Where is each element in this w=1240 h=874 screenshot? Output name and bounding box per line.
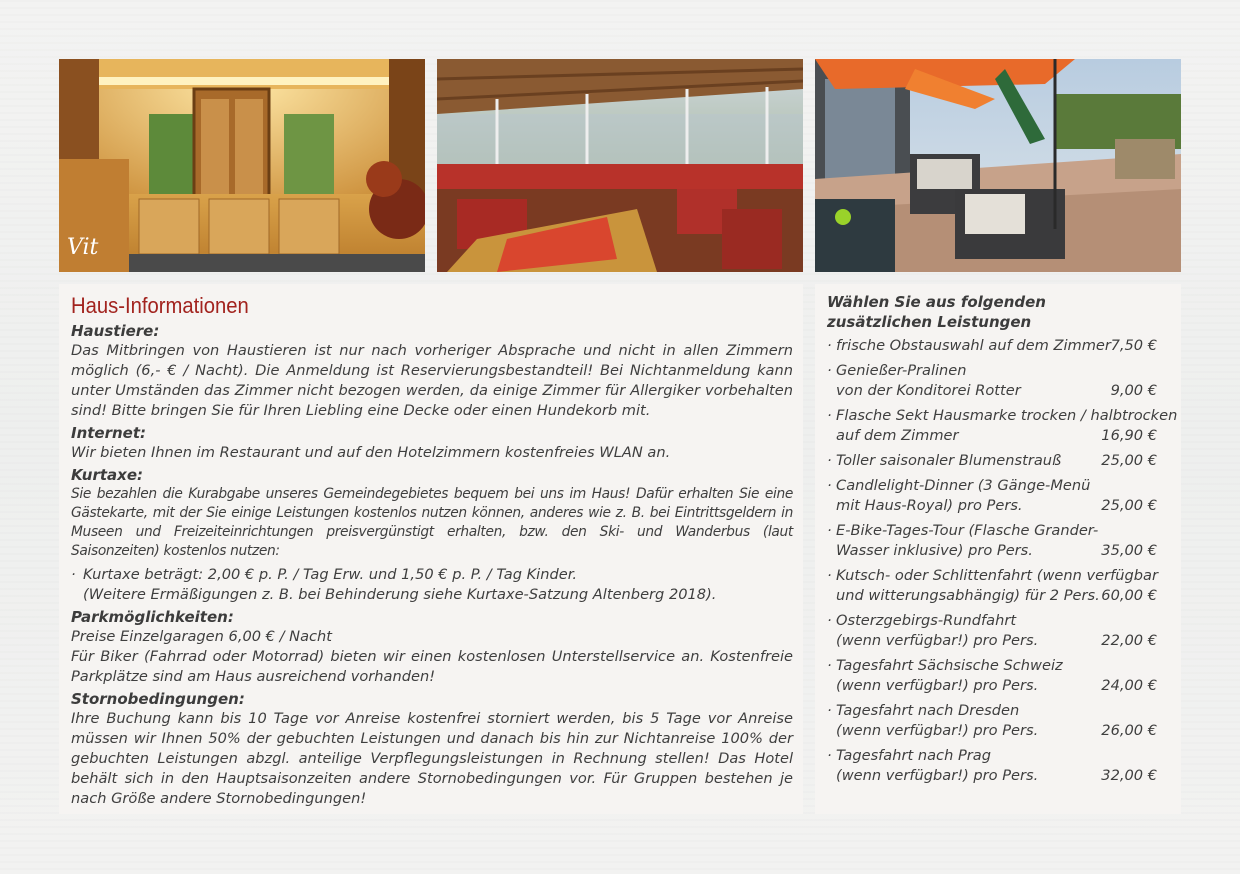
service-price: 60,00 € [1101, 587, 1157, 604]
service-item [827, 521, 1157, 561]
service-detail [836, 496, 1157, 516]
service-name-line2: (wenn verfügbar!) pro Pers. [836, 632, 1039, 649]
bullet-dot: · [827, 407, 832, 424]
house-information-panel [59, 284, 803, 814]
bullet-dot: · [827, 337, 832, 354]
section-text-cancellation: Ihre Buchung kann bis 10 Tage vor Anreise kostenfrei storniert werden, bis 5 Tage vor Anreise müssen wir Ihnen 50% der gebuchten Leistungen und danach bis hin zur Nichtanreise 100% der gebuchten Leistungen abzgl. anteilige Verpflegungsleistungen in Rechnung stellen! Das Hotel behält sich in den Hauptsaisonzeiten andere Stornobedingungen vor. Für Gruppen bestehen je nach Größe andere Stornobedingungen! [71, 710, 793, 807]
service-name [836, 701, 1157, 721]
section-heading-parking: Parkmöglichkeiten: [71, 608, 234, 626]
service-name-line1: Flasche Sekt Hausmarke trocken / halbtrocken [836, 407, 1178, 424]
service-price: 22,00 € [1101, 632, 1157, 649]
service-price: 35,00 € [1101, 542, 1157, 559]
service-name-line2: (wenn verfügbar!) pro Pers. [836, 767, 1039, 784]
service-name [836, 611, 1157, 631]
service-name [836, 521, 1157, 541]
service-detail [836, 766, 1157, 786]
service-price: 26,00 € [1101, 722, 1157, 739]
service-name-line1: Tagesfahrt nach Dresden [836, 702, 1020, 719]
service-name-line1: Toller saisonaler Blumenstrauß [836, 452, 1062, 469]
restaurant-photo [437, 59, 803, 272]
service-name [836, 566, 1157, 586]
service-name [836, 451, 1157, 471]
service-price: 32,00 € [1101, 767, 1157, 784]
service-price: 16,90 € [1101, 427, 1157, 444]
service-name-line1: Tagesfahrt nach Prag [836, 747, 991, 764]
service-item [827, 476, 1157, 516]
bullet-dot: · [827, 522, 832, 539]
services-title [827, 292, 1157, 332]
section-text-internet: Wir bieten Ihnen im Restaurant und auf den Hotelzimmern kostenfreies WLAN an. [71, 444, 671, 461]
bullet-dot: · [827, 362, 832, 379]
service-detail [836, 381, 1157, 401]
bullet-dot: · [71, 566, 76, 583]
service-price: 24,00 € [1101, 677, 1157, 694]
service-name-line2: (wenn verfügbar!) pro Pers. [836, 677, 1039, 694]
service-item [827, 746, 1157, 786]
bullet-dot: · [827, 747, 832, 764]
service-price: 25,00 € [1101, 452, 1157, 469]
kurtaxe-note: (Weitere Ermäßigungen z. B. bei Behinderung siehe Kurtaxe-Satzung Altenberg 2018). [83, 586, 717, 603]
service-name-line1: frische Obstauswahl auf dem Zimmer [836, 337, 1111, 354]
service-name-line1: Candlelight-Dinner (3 Gänge-Menü [836, 477, 1091, 494]
service-item [827, 336, 1157, 356]
service-detail [836, 541, 1157, 561]
service-name [836, 746, 1157, 766]
service-name [836, 406, 1178, 426]
service-name-line1: Osterzgebirgs-Rundfahrt [836, 612, 1017, 629]
bullet-dot: · [827, 567, 832, 584]
service-name-line2: (wenn verfügbar!) pro Pers. [836, 722, 1039, 739]
service-name-line1: Genießer-Pralinen [836, 362, 967, 379]
logo-text: Vit [67, 235, 99, 260]
service-item [827, 611, 1157, 651]
service-item [827, 406, 1178, 446]
service-price: 9,00 € [1110, 382, 1157, 399]
service-name-line1: Kutsch- oder Schlittenfahrt (wenn verfügbar [836, 567, 1158, 584]
service-item [827, 701, 1157, 741]
services-title-line1: Wählen Sie aus folgenden [827, 293, 1046, 311]
service-name-line1: Tagesfahrt Sächsische Schweiz [836, 657, 1063, 674]
service-detail [836, 676, 1157, 696]
section-heading-kurtaxe: Kurtaxe: [71, 466, 144, 484]
services-list [827, 336, 1178, 786]
service-name [836, 476, 1157, 496]
wood-reception-photo [59, 59, 425, 272]
parking-garage-price: Preise Einzelgaragen 6,00 € / Nacht [71, 628, 333, 645]
service-detail [836, 721, 1157, 741]
bullet-dot: · [827, 612, 832, 629]
bullet-dot: · [827, 452, 832, 469]
kurtaxe-rate: Kurtaxe beträgt: 2,00 € p. P. / Tag Erw. und 1,50 € p. P. / Tag Kinder. [83, 566, 578, 583]
service-name-line1: E-Bike-Tages-Tour (Flasche Grander- [836, 522, 1099, 539]
bullet-dot: · [827, 702, 832, 719]
kurtaxe-bullet [71, 565, 793, 585]
service-name-line2: Wasser inklusive) pro Pers. [836, 542, 1033, 559]
section-heading-internet: Internet: [71, 424, 147, 442]
section-text-pets: Das Mitbringen von Haustieren ist nur nach vorheriger Absprache und nicht in allen Zimmern möglich (6,- € / Nacht). Die Anmeldung ist Reservierungsbestandteil! Bei Nichtanmeldung kann unter Umständen das Zimmer nicht bezogen werden, da einige Zimmer für Allergiker vorbehalten sind! Bitte bringen Sie für Ihren Liebling eine Decke oder einen Hundekorb mit. [71, 342, 793, 419]
service-name-line2: mit Haus-Royal) pro Pers. [836, 497, 1023, 514]
service-price: 7,50 € [1110, 337, 1157, 354]
service-detail [836, 631, 1157, 651]
service-detail [836, 586, 1157, 606]
service-name-line2: auf dem Zimmer [836, 427, 959, 444]
additional-services-panel [815, 284, 1181, 814]
terrace-photo [815, 59, 1181, 272]
service-detail [836, 426, 1157, 446]
services-title-line2: zusätzlichen Leistungen [827, 313, 1032, 331]
bullet-dot: · [827, 657, 832, 674]
service-item [827, 361, 1157, 401]
section-text-kurtaxe: Sie bezahlen die Kurabgabe unseres Gemeindegebietes bequem bei uns im Haus! Dafür erhalten Sie eine Gästekarte, mit der Sie einige Leistungen kostenlos nutzen können, anderes wie z. B. bei Eintrittsgeldern in Museen und Freizeiteinrichtungen preisvergünstigt erhalten, bzw. den Ski- und Wanderbus (laut Saisonzeiten) kostenlos nutzen: [71, 486, 793, 559]
service-name [836, 336, 1157, 356]
service-name [836, 656, 1157, 676]
bullet-dot: · [827, 477, 832, 494]
section-text-parking: Für Biker (Fahrrad oder Motorrad) bieten wir einen kostenlosen Unterstellservice an. Kostenfreie Parkplätze sind am Haus ausreichend vorhanden! [71, 648, 793, 685]
page-title: Haus-Informationen [71, 293, 249, 318]
service-item [827, 451, 1157, 471]
service-item [827, 656, 1157, 696]
section-heading-pets: Haustiere: [71, 322, 160, 340]
service-item [827, 566, 1157, 606]
service-name [836, 361, 1157, 381]
service-name-line2: und witterungsabhängig) für 2 Pers. [836, 587, 1100, 604]
service-price: 25,00 € [1101, 497, 1157, 514]
section-heading-cancellation: Stornobedingungen: [71, 690, 245, 708]
service-name-line2: von der Konditorei Rotter [836, 382, 1021, 399]
